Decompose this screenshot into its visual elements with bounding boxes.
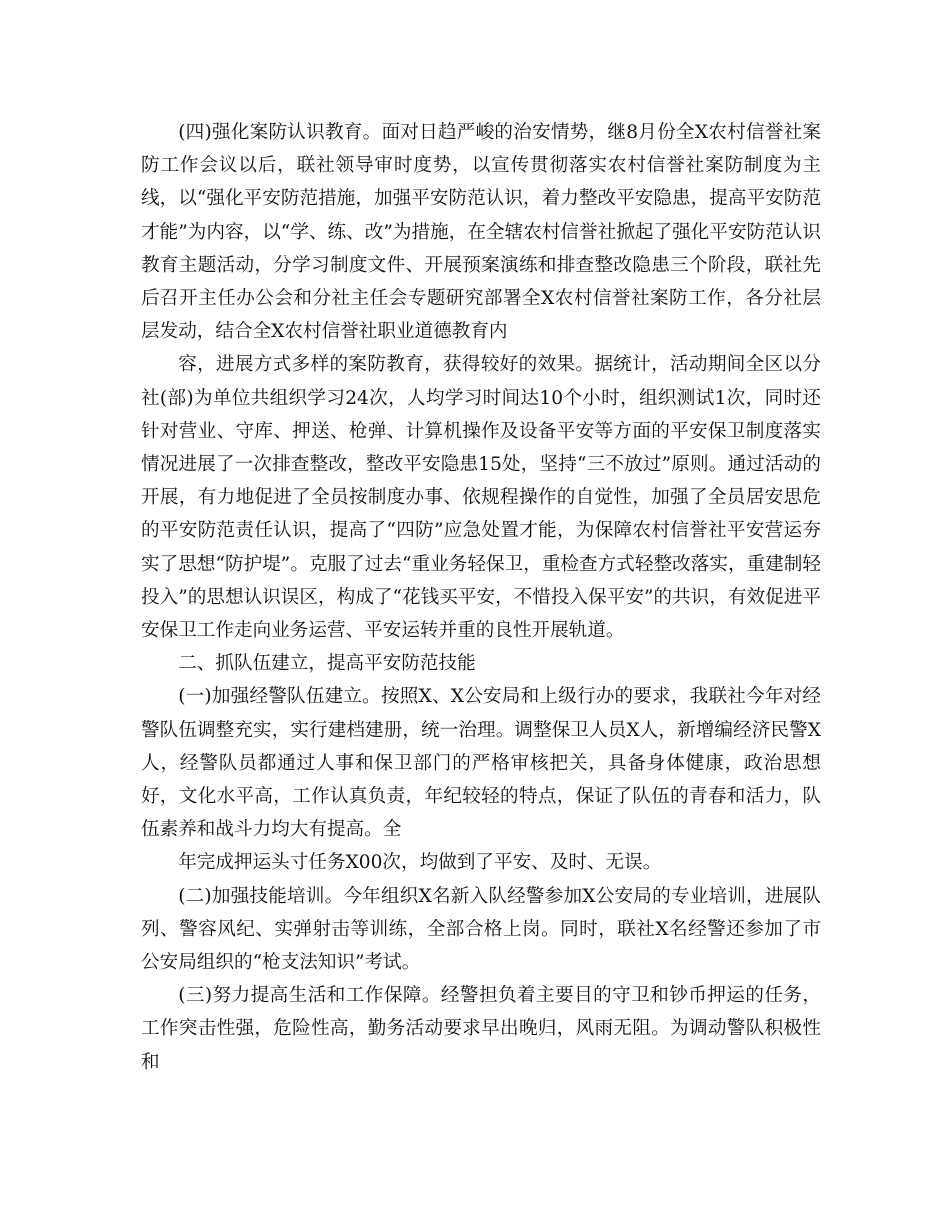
document-body bbox=[141, 116, 821, 1079]
paragraph-escort-tasks: 年完成押运头寸任务X00次，均做到了平安、及时、无误。 bbox=[178, 852, 662, 874]
paragraph-case-prevention-results: 容，进展方式多样的案防教育，获得较好的效果。据统计，活动期间全区以分社(部)为单位共组织学习24次，人均学习时间达10个小时，组织测试1次，同时还针对营业、守库、押送、枪弹、计算机操作及设备平安等方面的平安保卫制度落实情况进展了一次排查整改，整改平安隐患15处，坚持“三不放过”原则。通过活动的开展，有力地促进了全员按制度办事、依规程操作的自觉性，加强了全员居安思危的平安防范责任认识，提高了“四防”应急处置才能，为保障农村信誉社平安营运夯实了思想“防护堤”。克服了过去“重业务轻保卫，重检查方式轻整改落实，重建制轻投入”的思想认识误区，构成了“花钱买平安，不惜投入保平安”的共识，有效促进平安保卫工作走向业务运营、平安运转并重的良性开展轨道。 bbox=[141, 354, 821, 642]
paragraph-skills-training: (二)加强技能培训。今年组织X名新入队经警参加X公安局的专业培训，进展队列、警容风纪、实弹射击等训练，全部合格上岗。同时，联社X名经警还参加了市公安局组织的“枪支法知识”考试。 bbox=[141, 885, 821, 974]
section-heading-team-building: 二、抓队伍建立，提高平安防范技能 bbox=[178, 653, 476, 675]
paragraph-strengthen-guard-team: (一)加强经警队伍建立。按照X、X公安局和上级行办的要求，我联社今年对经警队伍调整充实，实行建档建册，统一治理。调整保卫人员X人，新增编经济民警X人，经警队员都通过人事和保卫部门的严格审核把关，具备身体健康，政治思想好，文化水平高，工作认真负责，年纪较轻的特点，保证了队伍的青春和活力，队伍素养和战斗力均大有提高。全 bbox=[141, 686, 821, 841]
paragraph-case-prevention-education: (四)强化案防认识教育。面对日趋严峻的治安情势，继8月份全X农村信誉社案防工作会议以后，联社领导审时度势，以宣传贯彻落实农村信誉社案防制度为主线，以“强化平安防范措施，加强平安防范认识，着力整改平安隐患，提高平安防范才能”为内容，以“学、练、改”为措施，在全辖农村信誉社掀起了强化平安防范认识教育主题活动，分学习制度文件、开展预案演练和排查整改隐患三个阶段，联社先后召开主任办公会和分社主任会专题研究部署全X农村信誉社案防工作，各分社层层发动，结合全X农村信誉社职业道德教育内 bbox=[141, 122, 821, 343]
paragraph-living-work-support: (三)努力提高生活和工作保障。经警担负着主要目的守卫和钞币押运的任务，工作突击性强，危险性高，勤务活动要求早出晚归，风雨无阻。为调动警队积极性和 bbox=[141, 985, 821, 1073]
